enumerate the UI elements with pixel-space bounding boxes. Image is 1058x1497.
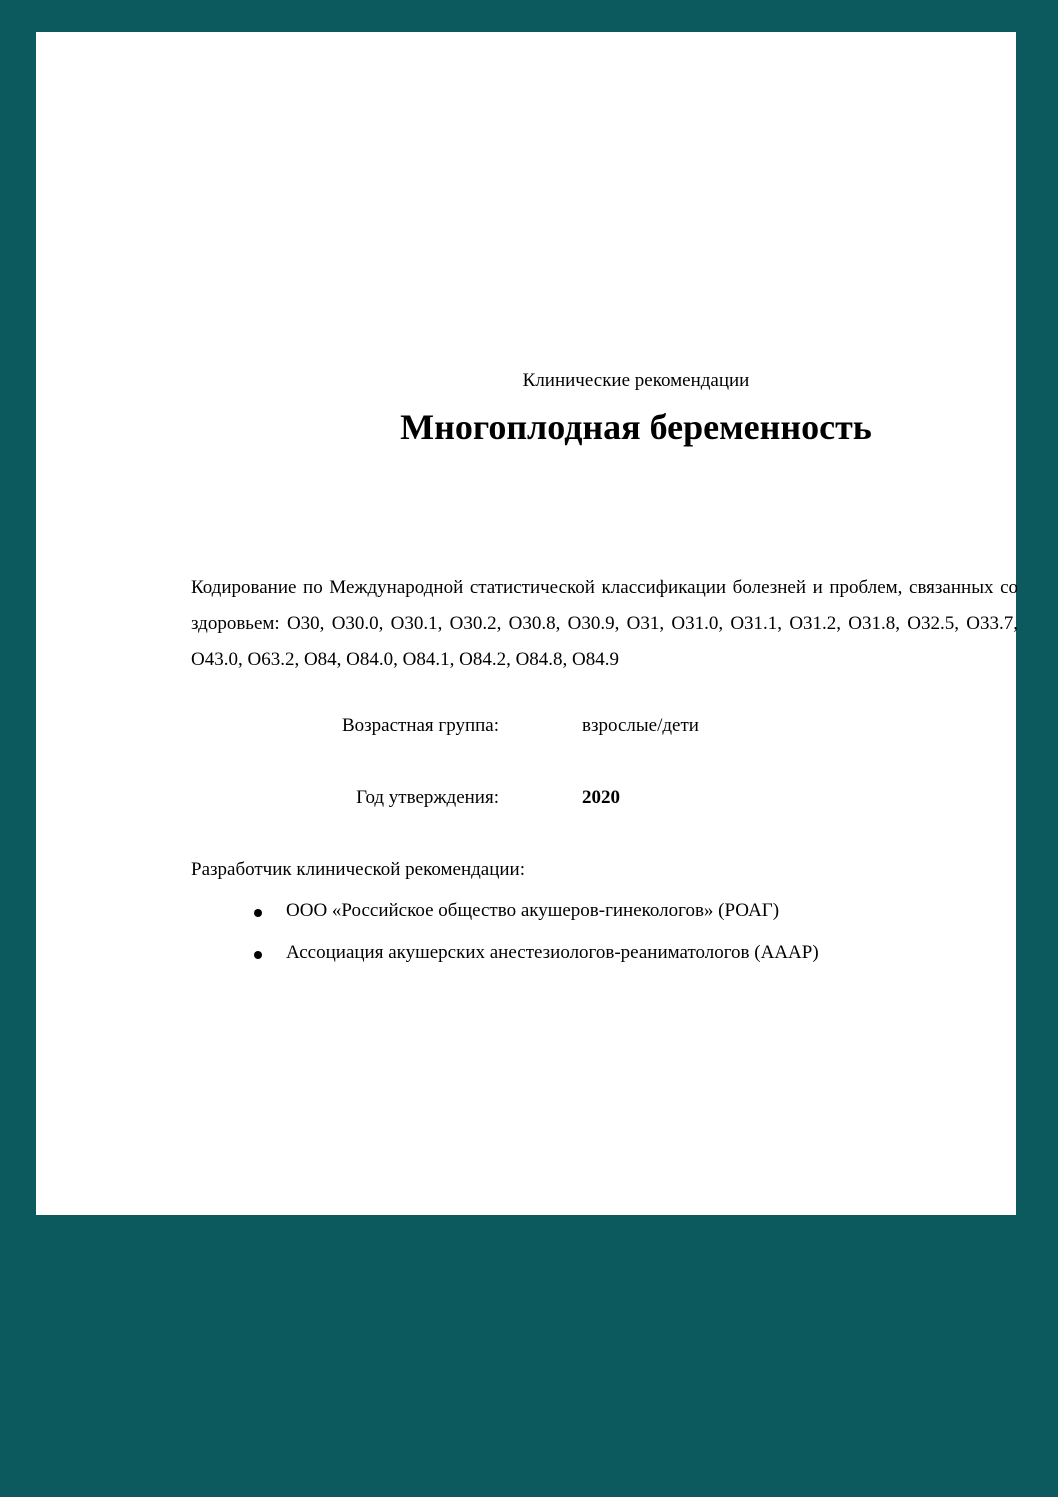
document-page [36, 32, 1016, 1215]
approval-year-row [36, 787, 1016, 817]
bullet-icon [254, 951, 262, 959]
document-subtitle: Клинические рекомендации [522, 370, 750, 391]
developer-item-text: ООО «Российское общество акушеров-гинекологов» (РОАГ) [286, 900, 780, 921]
approval-year-value: 2020 [582, 787, 620, 808]
approval-year-label: Год утверждения: [356, 787, 499, 808]
developer-label: Разработчик клинической рекомендации: [191, 859, 526, 880]
bullet-icon [254, 909, 262, 917]
icd-coding-paragraph: Кодирование по Международной статистической классификации болезней и проблем, связанных со здоровьем: O30, O30.0, O30.1, O30.2, O30.8, O30.9, O31, O31.0, O31.1, O31.2, O31.8, O32.5, O33.7, O43.0, O63.2, O84, O84.0, O84.1, O84.2, O84.8, O84.9 [191, 577, 1018, 670]
age-group-value: взрослые/дети [582, 715, 699, 736]
document-title: Многоплодная беременность [400, 407, 872, 447]
age-group-label: Возрастная группа: [341, 715, 499, 736]
developer-item-text: Ассоциация акушерских анестезиологов-реаниматологов (АААР) [286, 942, 819, 963]
age-group-row [36, 715, 1016, 745]
